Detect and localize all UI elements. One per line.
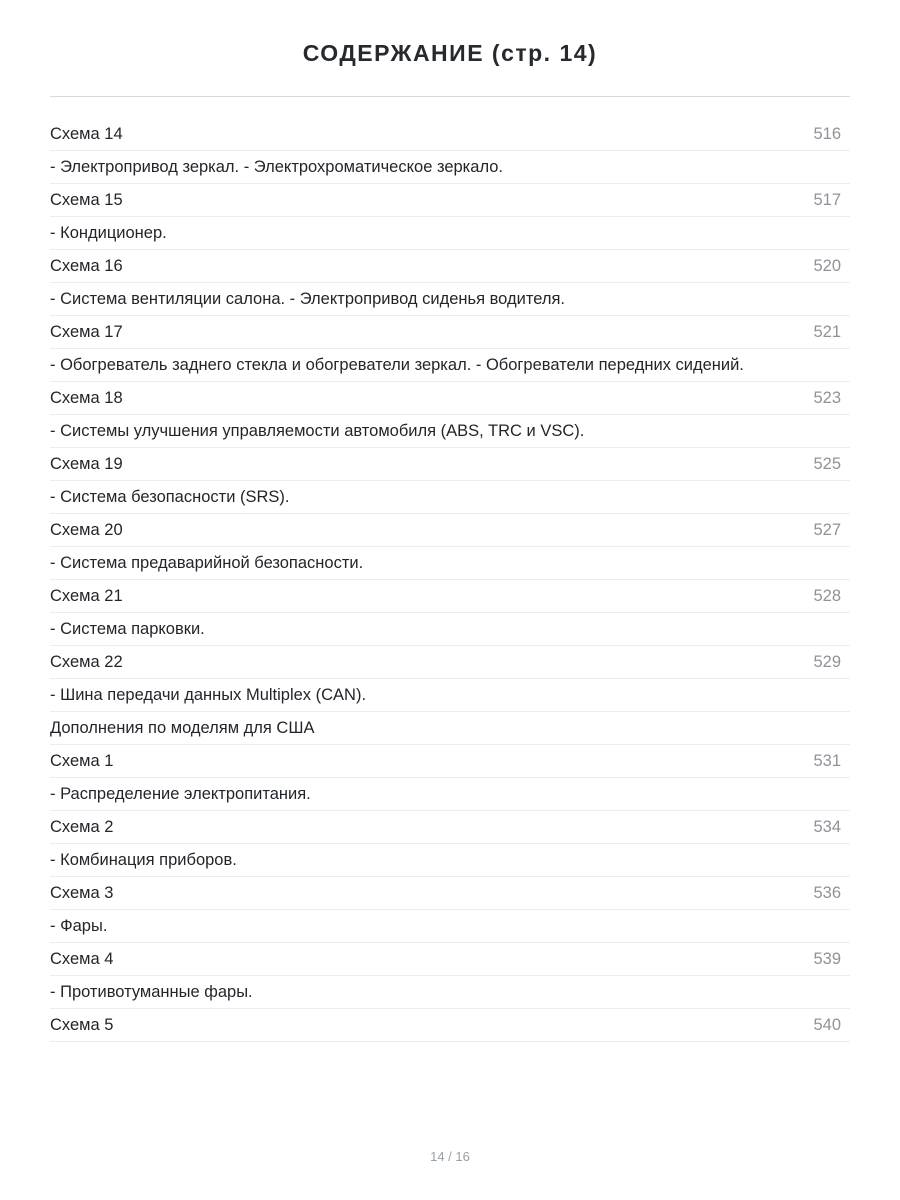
toc-entry-description-text: - Система вентиляции салона. - Электропривод сиденья водителя. bbox=[50, 289, 565, 308]
toc-entry-page-number: 540 bbox=[813, 1015, 841, 1034]
toc-section-header bbox=[50, 712, 850, 745]
toc-entry-title: Схема 21 bbox=[50, 586, 123, 605]
toc-entry-description bbox=[50, 151, 850, 184]
toc-entry-page-number: 536 bbox=[813, 883, 841, 902]
toc-entry-title: Схема 4 bbox=[50, 949, 114, 968]
toc-entry-page-number: 527 bbox=[813, 520, 841, 539]
toc-entry-page-number: 525 bbox=[813, 454, 841, 473]
toc-entry-title: Схема 18 bbox=[50, 388, 123, 407]
toc-entry-description bbox=[50, 778, 850, 811]
toc-entry-title: Схема 19 bbox=[50, 454, 123, 473]
toc-entry-page-number: 516 bbox=[813, 124, 841, 143]
toc-entry-description-text: - Комбинация приборов. bbox=[50, 850, 237, 869]
toc-entry-description bbox=[50, 481, 850, 514]
toc-entry-description bbox=[50, 613, 850, 646]
toc-entry[interactable] bbox=[50, 646, 850, 679]
toc-entry-title: Схема 16 bbox=[50, 256, 123, 275]
toc-entry-description-text: - Фары. bbox=[50, 916, 108, 935]
toc-entry-title: Схема 17 bbox=[50, 322, 123, 341]
toc-entry-description bbox=[50, 976, 850, 1009]
toc-entry-page-number: 539 bbox=[813, 949, 841, 968]
toc-entry-description-text: - Система парковки. bbox=[50, 619, 205, 638]
toc-entry-page-number: 531 bbox=[813, 751, 841, 770]
toc-entry[interactable] bbox=[50, 250, 850, 283]
toc-entry-title: Схема 22 bbox=[50, 652, 123, 671]
toc-entry[interactable] bbox=[50, 877, 850, 910]
toc-entry-description-text: - Системы улучшения управляемости автомобиля (ABS, TRC и VSC). bbox=[50, 421, 585, 440]
toc-entry-page-number: 528 bbox=[813, 586, 841, 605]
toc-entry[interactable] bbox=[50, 745, 850, 778]
toc-entry-description bbox=[50, 217, 850, 250]
toc-entry-description bbox=[50, 547, 850, 580]
footer-page-indicator: 14 / 16 bbox=[430, 1149, 470, 1164]
toc-section-header-text: Дополнения по моделям для США bbox=[50, 718, 315, 737]
toc-list bbox=[50, 118, 850, 1042]
toc-entry-title: Схема 15 bbox=[50, 190, 123, 209]
toc-entry-page-number: 521 bbox=[813, 322, 841, 341]
toc-entry[interactable] bbox=[50, 811, 850, 844]
toc-entry-description bbox=[50, 679, 850, 712]
toc-entry-description-text: - Кондиционер. bbox=[50, 223, 167, 242]
toc-entry-page-number: 523 bbox=[813, 388, 841, 407]
toc-entry[interactable] bbox=[50, 1009, 850, 1042]
toc-entry-page-number: 520 bbox=[813, 256, 841, 275]
toc-entry-title: Схема 20 bbox=[50, 520, 123, 539]
toc-entry-description-text: - Противотуманные фары. bbox=[50, 982, 253, 1001]
toc-entry-description bbox=[50, 283, 850, 316]
toc-entry[interactable] bbox=[50, 514, 850, 547]
toc-entry-description-text: - Шина передачи данных Multiplex (CAN). bbox=[50, 685, 367, 704]
toc-entry-page-number: 517 bbox=[813, 190, 841, 209]
toc-entry-title: Схема 2 bbox=[50, 817, 114, 836]
page-title: СОДЕРЖАНИЕ (стр. 14) bbox=[302, 40, 598, 66]
toc-entry-title: Схема 1 bbox=[50, 751, 114, 770]
toc-entry-description-text: - Распределение электропитания. bbox=[50, 784, 311, 803]
toc-entry[interactable] bbox=[50, 316, 850, 349]
toc-entry-title: Схема 3 bbox=[50, 883, 114, 902]
toc-entry-description-text: - Электропривод зеркал. - Электрохроматическое зеркало. bbox=[50, 157, 504, 176]
title-divider bbox=[50, 96, 850, 97]
toc-entry-description-text: - Система предаварийной безопасности. bbox=[50, 553, 364, 572]
toc-entry-page-number: 529 bbox=[813, 652, 841, 671]
toc-entry[interactable] bbox=[50, 580, 850, 613]
toc-entry-description bbox=[50, 910, 850, 943]
toc-entry-description bbox=[50, 415, 850, 448]
toc-entry-title: Схема 5 bbox=[50, 1015, 114, 1034]
toc-entry-description bbox=[50, 844, 850, 877]
toc-entry-description-text: - Обогреватель заднего стекла и обогреватели зеркал. - Обогреватели передних сидений. bbox=[50, 355, 744, 374]
toc-entry[interactable] bbox=[50, 448, 850, 481]
toc-entry-title: Схема 14 bbox=[50, 124, 123, 143]
toc-entry[interactable] bbox=[50, 118, 850, 151]
toc-entry-page-number: 534 bbox=[813, 817, 841, 836]
toc-entry[interactable] bbox=[50, 382, 850, 415]
toc-entry-description-text: - Система безопасности (SRS). bbox=[50, 487, 290, 506]
toc-entry[interactable] bbox=[50, 943, 850, 976]
toc-entry[interactable] bbox=[50, 184, 850, 217]
toc-entry-description bbox=[50, 349, 850, 382]
